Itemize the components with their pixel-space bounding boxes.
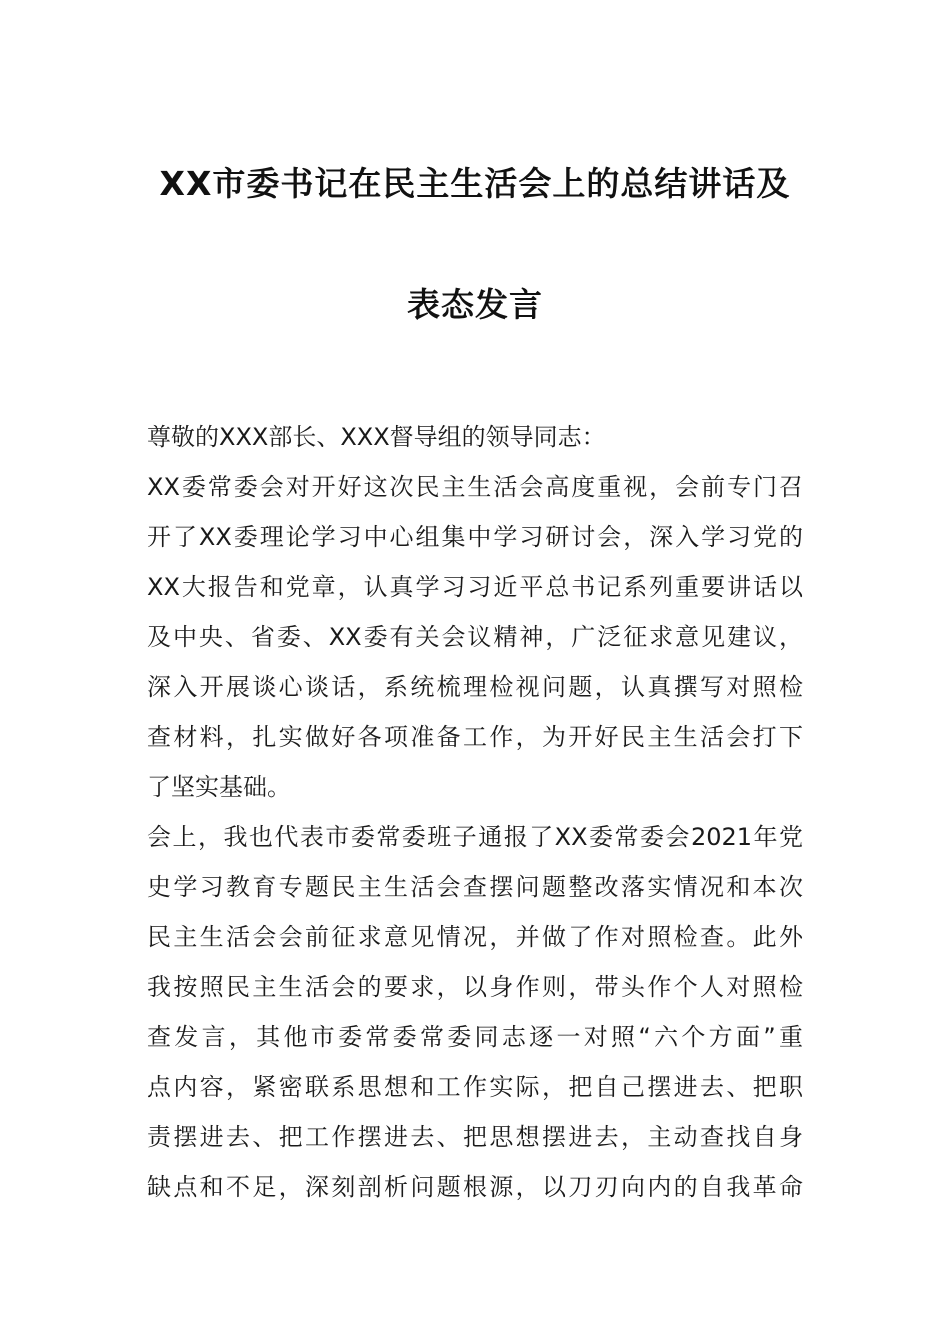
document-title-line-1: XX市委书记在民主生活会上的总结讲话及 [159,164,791,203]
paragraph-1-line: 深入开展谈心谈话，系统梳理检视问题，认真撰写对照检 [147,673,803,701]
paragraph-2-line: 责摆进去、把工作摆进去、把思想摆进去，主动查找自身 [147,1123,803,1151]
paragraph-2-line: 点内容，紧密联系思想和工作实际，把自己摆进去、把职 [147,1073,803,1101]
paragraph-2-line: 我按照民主生活会的要求，以身作则，带头作个人对照检 [147,973,803,1001]
paragraph-2-line: 缺点和不足，深刻剖析问题根源，以刀刃向内的自我革命 [147,1173,803,1201]
paragraph-2-line: 查发言，其他市委常委常委同志逐一对照“六个方面”重 [147,1023,803,1051]
paragraph-1-line: XX委常委会对开好这次民主生活会高度重视，会前专门召 [147,473,803,501]
paragraph-1-line: 查材料，扎实做好各项准备工作，为开好民主生活会打下 [147,723,803,751]
paragraph-2-line: 史学习教育专题民主生活会查摆问题整改落实情况和本次 [147,873,803,901]
paragraph-1-line: XX大报告和党章，认真学习习近平总书记系列重要讲话以 [147,573,803,601]
paragraph-1-line: 及中央、省委、XX委有关会议精神，广泛征求意见建议， [147,623,803,651]
paragraph-2-line: 民主生活会会前征求意见情况，并做了作对照检查。此外 [147,923,803,951]
document-body [147,412,803,1212]
salutation: 尊敬的XXX部长、XXX督导组的领导同志： [147,423,606,451]
paragraph-1-line: 了坚实基础。 [147,773,291,801]
paragraph-1-line: 开了XX委理论学习中心组集中学习研讨会，深入学习党的 [147,523,803,551]
document-title-line-2: 表态发言 [407,285,543,324]
paragraph-2-line: 会上，我也代表市委常委班子通报了XX委常委会2021年党 [147,823,803,851]
